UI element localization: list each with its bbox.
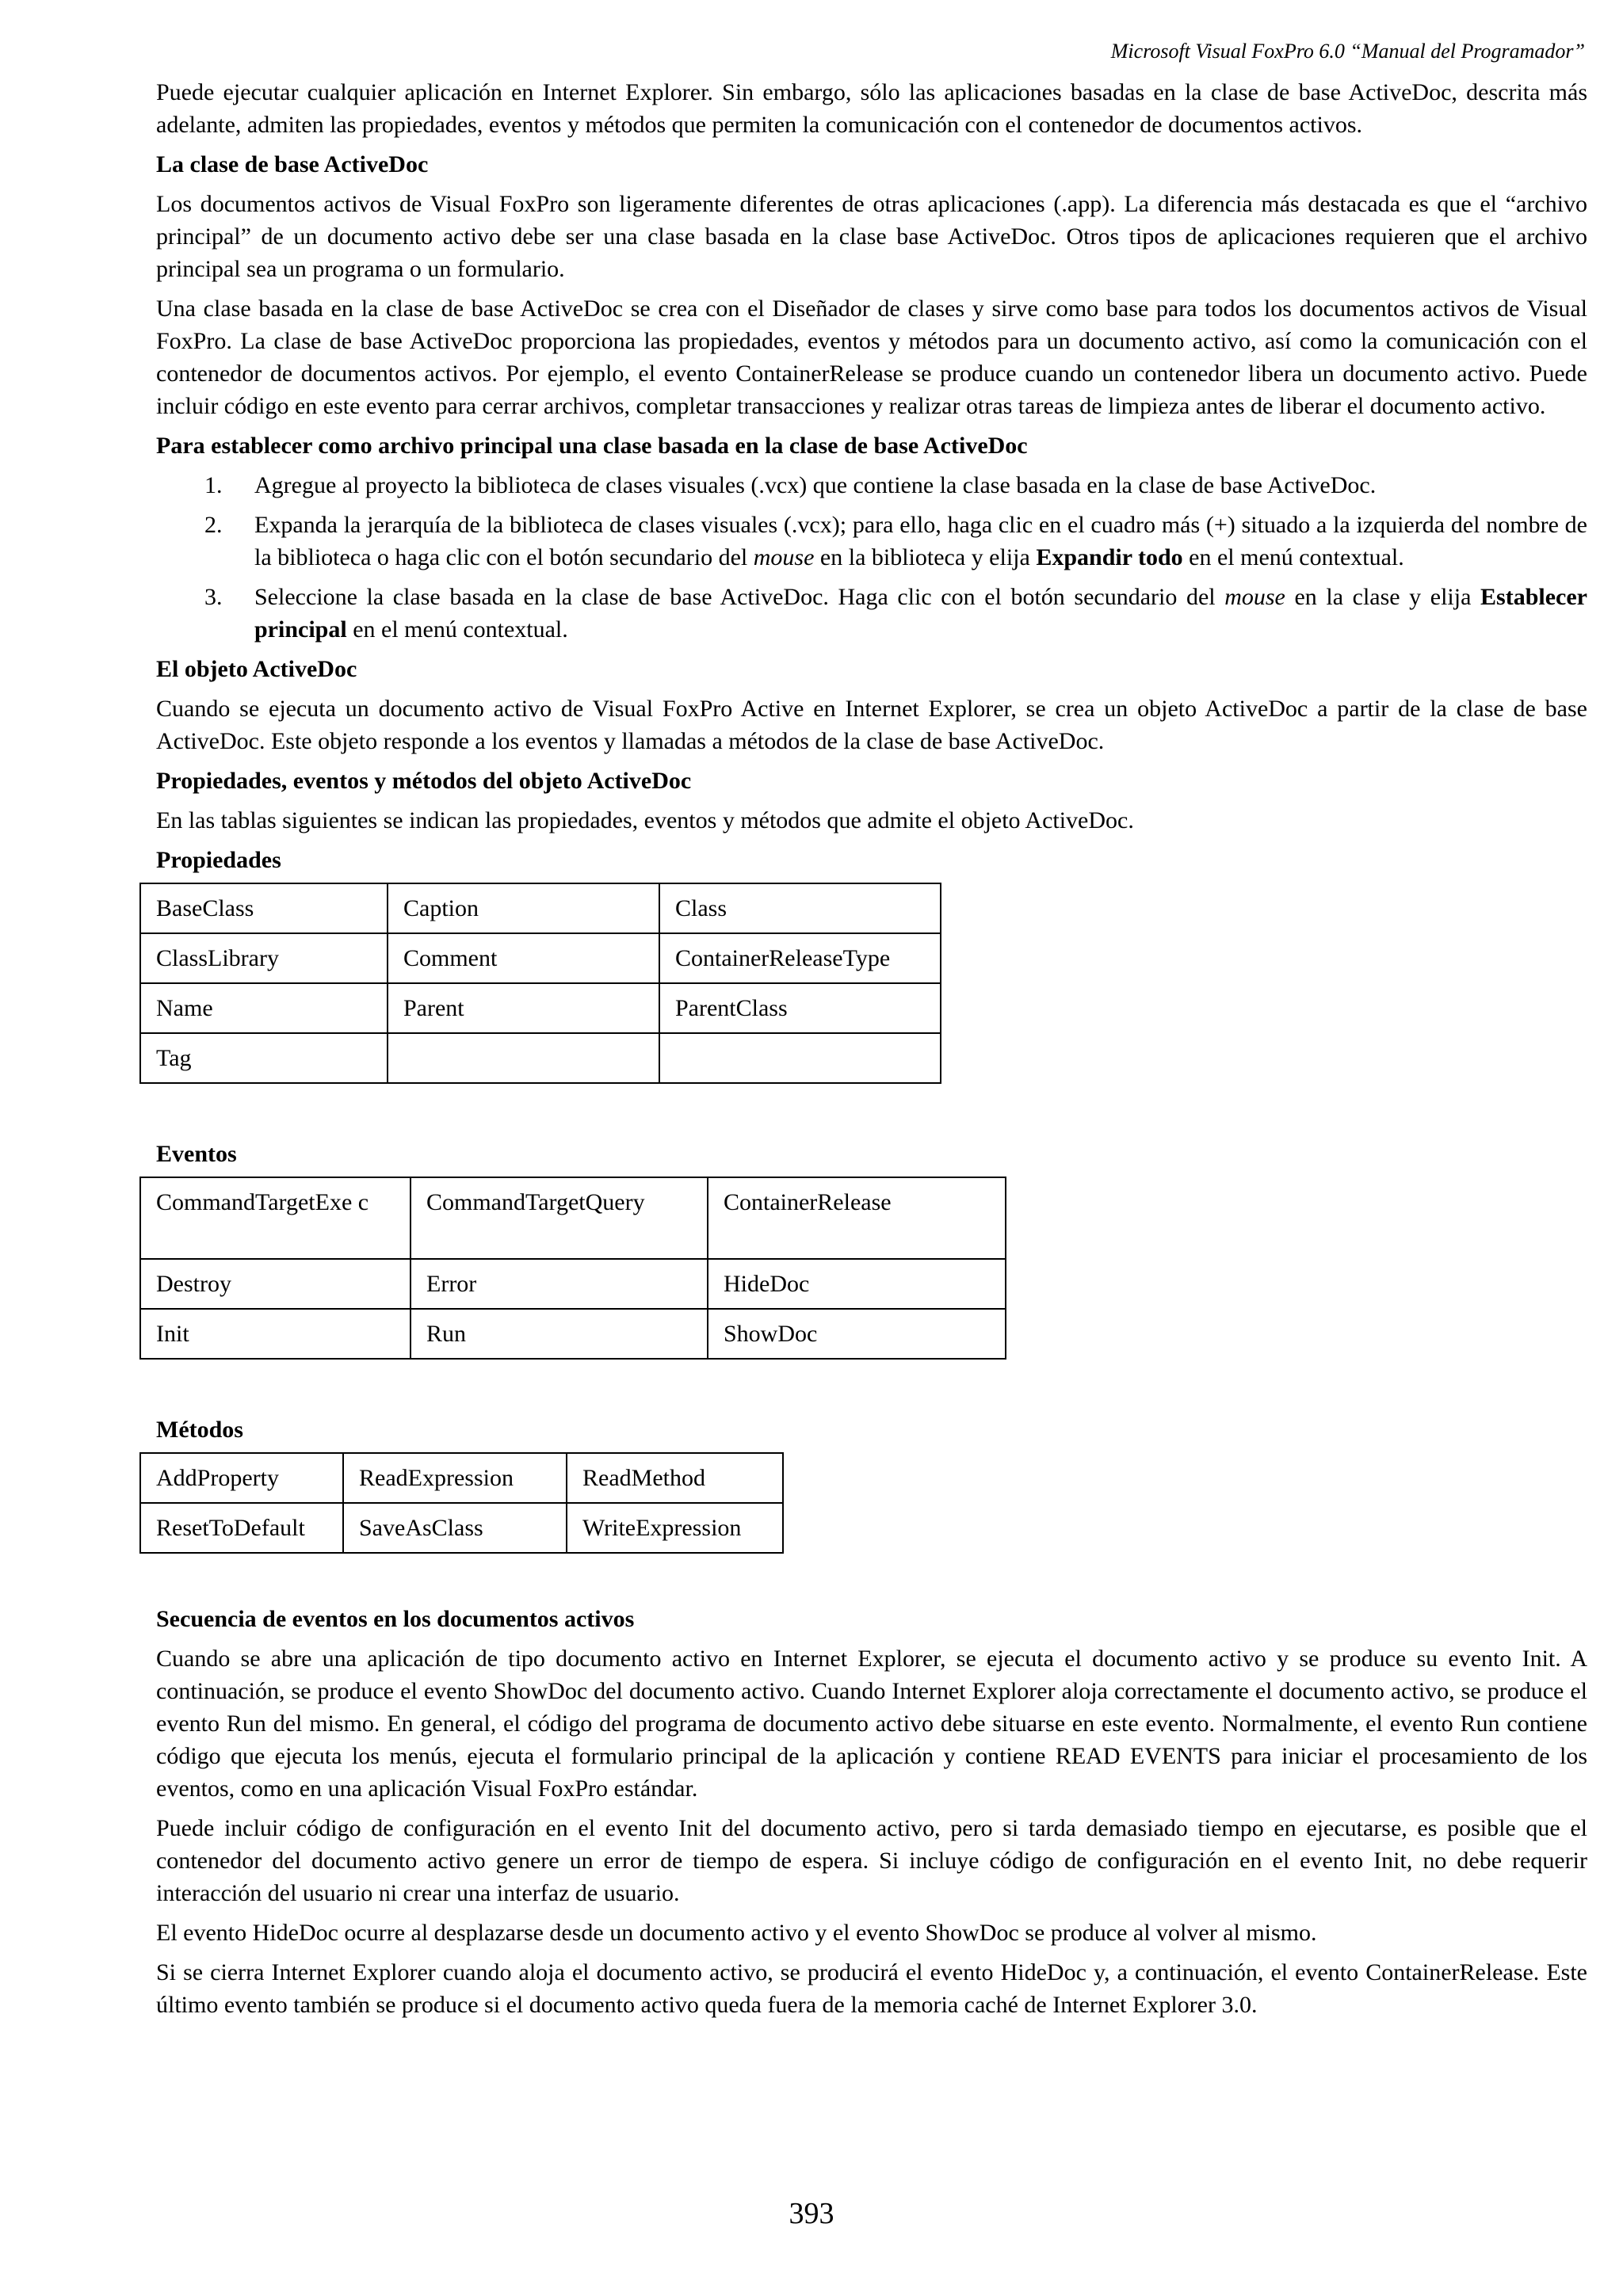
step-emphasis: mouse [753, 544, 815, 570]
step-emphasis: mouse [1224, 584, 1285, 610]
table-cell: BaseClass [140, 883, 388, 933]
procedure-step-3 [156, 581, 1587, 646]
table-cell: Error [411, 1259, 708, 1309]
heading-activedoc-object: El objeto ActiveDoc [156, 656, 357, 682]
step-text: en el menú contextual. [346, 616, 568, 643]
table-cell: ClassLibrary [140, 933, 388, 983]
intro-paragraph: Puede ejecutar cualquier aplicación en Internet Explorer. Sin embargo, sólo las aplicaciones basadas en la clase de base ActiveDoc, descrita más adelante, admiten las propiedades, eventos y métodos que permiten la comunicación con el contenedor de documentos activos. [156, 79, 1587, 138]
table-row [140, 983, 941, 1033]
table-cell: Run [411, 1309, 708, 1359]
activedoc-object-paragraph: Cuando se ejecuta un documento activo de Visual FoxPro Active en Internet Explorer, se crea un objeto ActiveDoc a partir de la clase de base ActiveDoc. Este objeto responde a los eventos y llamadas a métodos de la clase de base ActiveDoc. [156, 696, 1587, 754]
table-cell: CommandTargetQuery [411, 1177, 708, 1259]
table-cell: Tag [140, 1033, 388, 1083]
step-number: 1. [204, 472, 223, 498]
sequence-paragraph-1: Cuando se abre una aplicación de tipo documento activo en Internet Explorer, se ejecuta el documento activo y se produce su evento Init. A continuación, se produce el evento ShowDoc del documento activo. Cuando Internet Explorer aloja correctamente el documento activo, se produce el evento Run del mismo. En general, el código del programa de documento activo debe situarse en este evento. Normalmente, el evento Run contiene código que ejecuta los menús, ejecuta el formulario principal de la aplicación y contiene READ EVENTS para iniciar el procesamiento de los eventos, como en una aplicación Visual FoxPro estándar. [156, 1646, 1587, 1802]
base-class-paragraph-2: Una clase basada en la clase de base ActiveDoc se crea con el Diseñador de clases y sirve como base para todos los documentos activos de Visual FoxPro. La clase de base ActiveDoc proporciona las propiedades, eventos y métodos para un documento activo, así como la comunicación con el contenedor de documentos activos. Por ejemplo, el evento ContainerRelease se produce cuando un contenedor libera un documento activo. Puede incluir código en este evento para cerrar archivos, completar transacciones y realizar otras tareas de limpieza antes de liberar el documento activo. [156, 296, 1587, 419]
table-cell: ResetToDefault [140, 1503, 343, 1553]
table-cell: Class [659, 883, 941, 933]
procedure-step-1 [156, 469, 1587, 502]
events-table [139, 1177, 1006, 1360]
table-row [140, 1033, 941, 1083]
table-row [140, 933, 941, 983]
heading-methods: Métodos [156, 1417, 243, 1443]
table-cell: Destroy [140, 1259, 411, 1309]
page-content [156, 76, 1587, 2028]
sequence-paragraph-3: El evento HideDoc ocurre al desplazarse desde un documento activo y el evento ShowDoc se produce al volver al mismo. [156, 1920, 1317, 1946]
heading-pem: Propiedades, eventos y métodos del objeto ActiveDoc [156, 768, 692, 794]
table-row [140, 883, 941, 933]
running-header: Microsoft Visual FoxPro 6.0 “Manual del Programador” [1110, 40, 1585, 63]
step-text: Expanda la jerarquía de la biblioteca de clases visuales (.vcx); para ello, haga clic en el cuadro más (+) situado a la izquierda del nombre de la biblioteca o haga clic con el botón secundario del [254, 512, 1587, 570]
step-number: 2. [204, 512, 223, 538]
table-cell: WriteExpression [567, 1503, 783, 1553]
step-text: en la clase y elija [1285, 584, 1481, 610]
table-cell: Caption [388, 883, 659, 933]
table-row [140, 1309, 1006, 1359]
step-command: Expandir todo [1036, 544, 1183, 570]
step-command: Establecer principal [254, 584, 1587, 643]
table-cell: HideDoc [708, 1259, 1006, 1309]
table-cell: Name [140, 983, 388, 1033]
heading-event-sequence: Secuencia de eventos en los documentos activos [156, 1606, 635, 1632]
procedure-steps [156, 469, 1587, 646]
table-cell [659, 1033, 941, 1083]
table-cell: ContainerReleaseType [659, 933, 941, 983]
methods-table [139, 1452, 784, 1554]
sequence-paragraph-2: Puede incluir código de configuración en el evento Init del documento activo, pero si tarda demasiado tiempo en ejecutarse, es posible que el contenedor del documento activo genere un error de tiempo de espera. Si incluye código de configuración en el evento Init, no debe requerir interacción del usuario ni crear una interfaz de usuario. [156, 1815, 1587, 1906]
heading-procedure: Para establecer como archivo principal una clase basada en la clase de base ActiveDoc [156, 433, 1028, 459]
step-text: Agregue al proyecto la biblioteca de clases visuales (.vcx) que contiene la clase basada en la clase de base ActiveDoc. [254, 472, 1377, 498]
table-cell: AddProperty [140, 1453, 343, 1503]
step-text: en el menú contextual. [1182, 544, 1404, 570]
table-cell: ReadMethod [567, 1453, 783, 1503]
heading-base-class: La clase de base ActiveDoc [156, 151, 429, 177]
base-class-paragraph-1: Los documentos activos de Visual FoxPro son ligeramente diferentes de otras aplicaciones (.app). La diferencia más destacada es que el “archivo principal” de un documento activo debe ser una clase basada en la clase base ActiveDoc. Otros tipos de aplicaciones requieren que el archivo principal sea un programa o un formulario. [156, 191, 1587, 282]
table-row [140, 1453, 783, 1503]
table-cell: ParentClass [659, 983, 941, 1033]
page-number: 393 [789, 2197, 834, 2230]
step-number: 3. [204, 584, 223, 610]
procedure-step-2 [156, 509, 1587, 574]
step-text: Seleccione la clase basada en la clase de base ActiveDoc. Haga clic con el botón secundario del [254, 584, 1225, 610]
sequence-paragraph-4: Si se cierra Internet Explorer cuando aloja el documento activo, se producirá el evento HideDoc y, a continuación, el evento ContainerRelease. Este último evento también se produce si el documento activo queda fuera de la memoria caché de Internet Explorer 3.0. [156, 1959, 1587, 2018]
table-cell: CommandTargetExe c [140, 1177, 411, 1259]
table-cell: Parent [388, 983, 659, 1033]
properties-table [139, 883, 941, 1084]
heading-events: Eventos [156, 1141, 237, 1167]
table-row [140, 1503, 783, 1553]
pem-paragraph: En las tablas siguientes se indican las propiedades, eventos y métodos que admite el objeto ActiveDoc. [156, 807, 1134, 833]
table-cell: Init [140, 1309, 411, 1359]
table-cell: ShowDoc [708, 1309, 1006, 1359]
table-cell: Comment [388, 933, 659, 983]
table-cell: ReadExpression [343, 1453, 567, 1503]
table-cell: SaveAsClass [343, 1503, 567, 1553]
table-cell [388, 1033, 659, 1083]
table-row [140, 1259, 1006, 1309]
table-cell: ContainerRelease [708, 1177, 1006, 1259]
step-text: en la biblioteca y elija [814, 544, 1037, 570]
heading-properties: Propiedades [156, 847, 281, 873]
table-row [140, 1177, 1006, 1259]
